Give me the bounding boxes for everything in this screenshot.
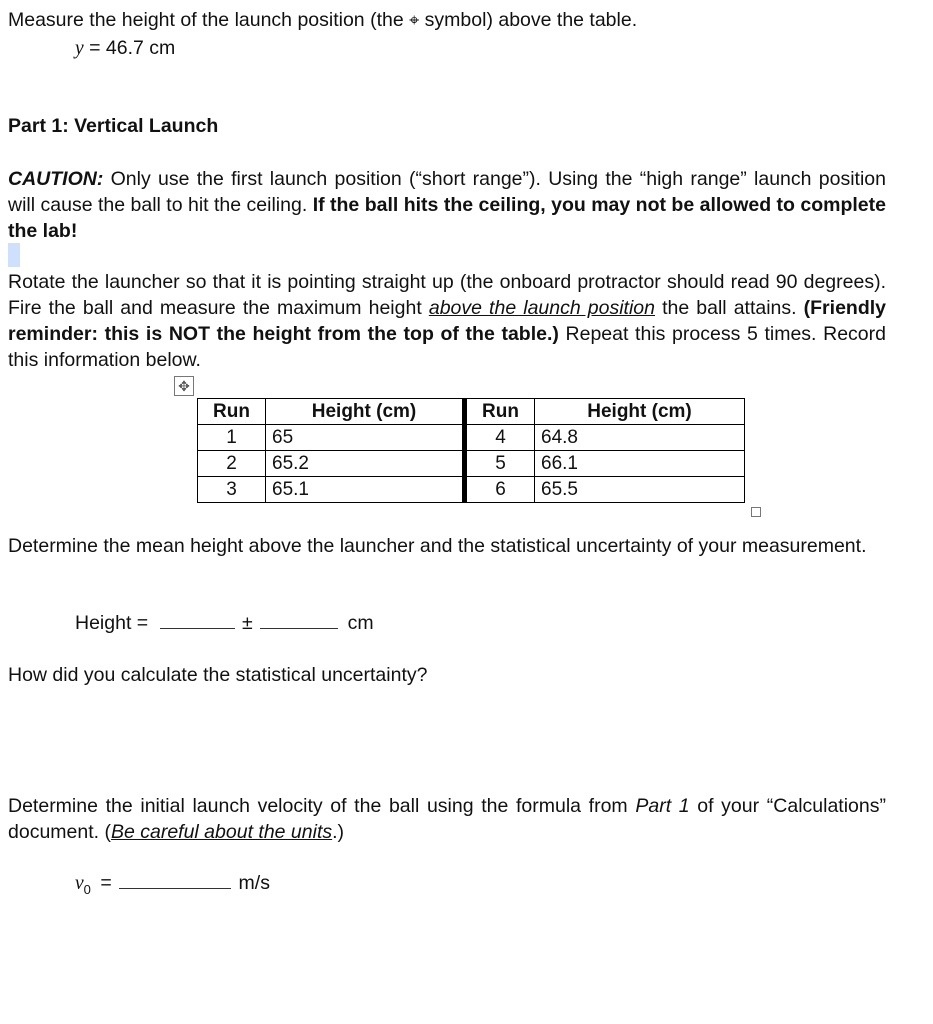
table-row — [198, 451, 745, 477]
caution-warning: If the ball hits the ceiling, you may not be allowed to complete the lab! — [8, 194, 886, 242]
height-label: Height = — [75, 612, 149, 634]
velocity-text-2: of your “Calculations” document. ( — [8, 795, 886, 843]
friendly-reminder: (Friendly reminder: this is NOT the height from the top of the table.) — [8, 297, 886, 345]
part1-heading — [8, 115, 218, 138]
rotate-emphasis: above the launch position — [428, 297, 655, 319]
header-run-2: Run — [465, 399, 535, 425]
velocity-prompt — [8, 793, 886, 845]
height-data-table — [197, 398, 745, 503]
height-cell[interactable]: 65.1 — [266, 477, 465, 503]
velocity-text-1: Determine the initial launch velocity of the ball using the formula from — [8, 795, 636, 817]
velocity-text-3: .) — [332, 821, 345, 843]
height-cell[interactable]: 65 — [266, 425, 465, 451]
velocity-answer-line — [75, 872, 270, 897]
y-value: = 46.7 cm — [89, 37, 176, 59]
caution-text: Only use the first launch position (“short range”). Using the “high range” launch position will cause the ball to hit the ceiling. — [8, 168, 886, 216]
y-measurement — [75, 37, 175, 60]
run-cell[interactable]: 2 — [198, 451, 266, 477]
rotate-text-1: Rotate the launcher so that it is pointing straight up (the onboard protractor should read 90 degrees). Fire the ball and measure the maximum height — [8, 271, 886, 319]
rotate-text-3: Repeat this process 5 times. Record this information below. — [8, 323, 886, 371]
table-row — [198, 477, 745, 503]
table-header-row — [198, 399, 745, 425]
uncertainty-blank[interactable] — [260, 612, 338, 629]
measure-outro-text: symbol) above the table. — [424, 9, 638, 31]
height-blank[interactable] — [160, 612, 235, 629]
height-cell[interactable]: 65.5 — [535, 477, 745, 503]
height-cell[interactable]: 66.1 — [535, 451, 745, 477]
height-unit: cm — [347, 612, 374, 634]
rotate-paragraph — [8, 269, 886, 373]
part-reference: Part 1 — [635, 795, 690, 817]
mean-prompt: Determine the mean height above the launcher and the statistical uncertainty of your measurement. — [8, 535, 867, 557]
part1-heading-text: Part 1: Vertical Launch — [8, 115, 219, 137]
caution-label: CAUTION: — [8, 168, 104, 190]
velocity-variable: v — [75, 873, 84, 894]
velocity-unit: m/s — [238, 872, 270, 894]
height-cell[interactable]: 64.8 — [535, 425, 745, 451]
uncertainty-question: How did you calculate the statistical uncertainty? — [8, 664, 428, 686]
measure-instruction — [8, 9, 637, 32]
run-cell[interactable]: 4 — [465, 425, 535, 451]
text-cursor-highlight — [8, 243, 20, 267]
run-cell[interactable]: 1 — [198, 425, 266, 451]
height-cell[interactable]: 65.2 — [266, 451, 465, 477]
plus-minus: ± — [242, 612, 253, 634]
velocity-equals: = — [100, 872, 112, 894]
table-resize-handle[interactable] — [751, 507, 761, 517]
y-variable: y — [75, 38, 84, 59]
measure-intro-text: Measure the height of the launch position (the — [8, 9, 404, 31]
height-answer-line — [75, 612, 374, 635]
run-cell[interactable]: 5 — [465, 451, 535, 477]
caution-paragraph — [8, 166, 886, 244]
table-row — [198, 425, 745, 451]
run-cell[interactable]: 6 — [465, 477, 535, 503]
header-height-1: Height (cm) — [266, 399, 465, 425]
header-run-1: Run — [198, 399, 266, 425]
table-move-handle-icon[interactable]: ✥ — [174, 376, 194, 396]
velocity-blank[interactable] — [119, 872, 231, 889]
units-warning: Be careful about the units — [110, 821, 333, 843]
rotate-text-2: the ball attains. — [655, 297, 804, 319]
header-height-2: Height (cm) — [535, 399, 745, 425]
velocity-subscript: 0 — [83, 881, 91, 897]
launch-position-icon: ⌖ — [409, 10, 420, 30]
run-cell[interactable]: 3 — [198, 477, 266, 503]
